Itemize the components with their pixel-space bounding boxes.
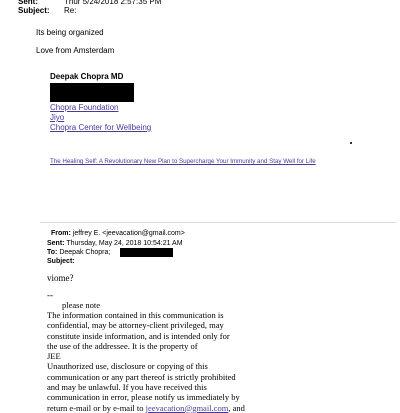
link-chopra-center[interactable]: Chopra Center for Wellbeing — [50, 123, 152, 132]
reply-line-1: Its being organized — [36, 28, 104, 37]
orig-sent-row — [47, 240, 183, 247]
notice-last-suffix: , and — [228, 402, 245, 413]
notice-last-line — [47, 403, 245, 413]
sent-value: Thur 5/24/2018 2:57:35 PM — [64, 0, 162, 6]
to-label: To: — [47, 249, 58, 256]
stray-dot — [350, 142, 352, 144]
orig-subject-label: Subject: — [47, 258, 75, 265]
body-question: viome? — [47, 273, 74, 283]
notice-line: confidential, may be attorney-client privileged, may — [47, 320, 224, 331]
from-row — [51, 230, 185, 237]
body-dashes: -- — [47, 290, 53, 300]
notice-line: communication or any part thereof is strictly prohibited — [47, 371, 236, 382]
notice-line: and may be unlawful. If you have received this — [47, 382, 207, 393]
note-heading: please note — [62, 300, 100, 310]
to-value: Deepak Chopra; — [59, 249, 111, 256]
orig-sent-label: Sent: — [47, 240, 65, 247]
notice-line: communication in error, please notify us immediately by — [47, 392, 240, 403]
email-link[interactable]: jeevacation@gmail.com — [145, 402, 229, 413]
to-row — [47, 249, 110, 256]
link-chopra-foundation[interactable]: Chopra Foundation — [50, 103, 119, 112]
notice-last-prefix: return e-mail or by e-mail to — [47, 402, 144, 413]
redaction-block — [50, 83, 134, 102]
reply-line-2: Love from Amsterdam — [36, 46, 115, 55]
from-value: jeffrey E. <jeevacation@gmail.com> — [72, 230, 185, 237]
notice-line: Unauthorized use, disclosure or copying of this — [47, 361, 208, 372]
from-label: From: — [51, 230, 71, 237]
sent-label: Sent: — [18, 0, 38, 6]
signature-name: Deepak Chopra MD — [50, 72, 124, 81]
notice-line: JEE — [47, 351, 61, 362]
subject-label: Subject: — [18, 6, 50, 15]
message-divider — [40, 222, 396, 223]
confidentiality-notice — [47, 310, 245, 413]
notice-line: the use of the addressee. It is the property of — [47, 340, 198, 351]
notice-line: constitute inside information, and is intended only for — [47, 330, 230, 341]
orig-sent-value: Thursday, May 24, 2018 10:54:21 AM — [66, 240, 183, 247]
link-jiyo[interactable]: Jiyo — [50, 113, 65, 122]
book-link[interactable]: The Healing Self: A Revolutionary New Plan to Supercharge Your Immunity and Stay Well for Life — [50, 158, 316, 165]
notice-line: The information contained in this communication is — [47, 310, 224, 320]
redaction-block-recipient — [120, 248, 173, 257]
subject-value: Re: — [64, 6, 77, 15]
